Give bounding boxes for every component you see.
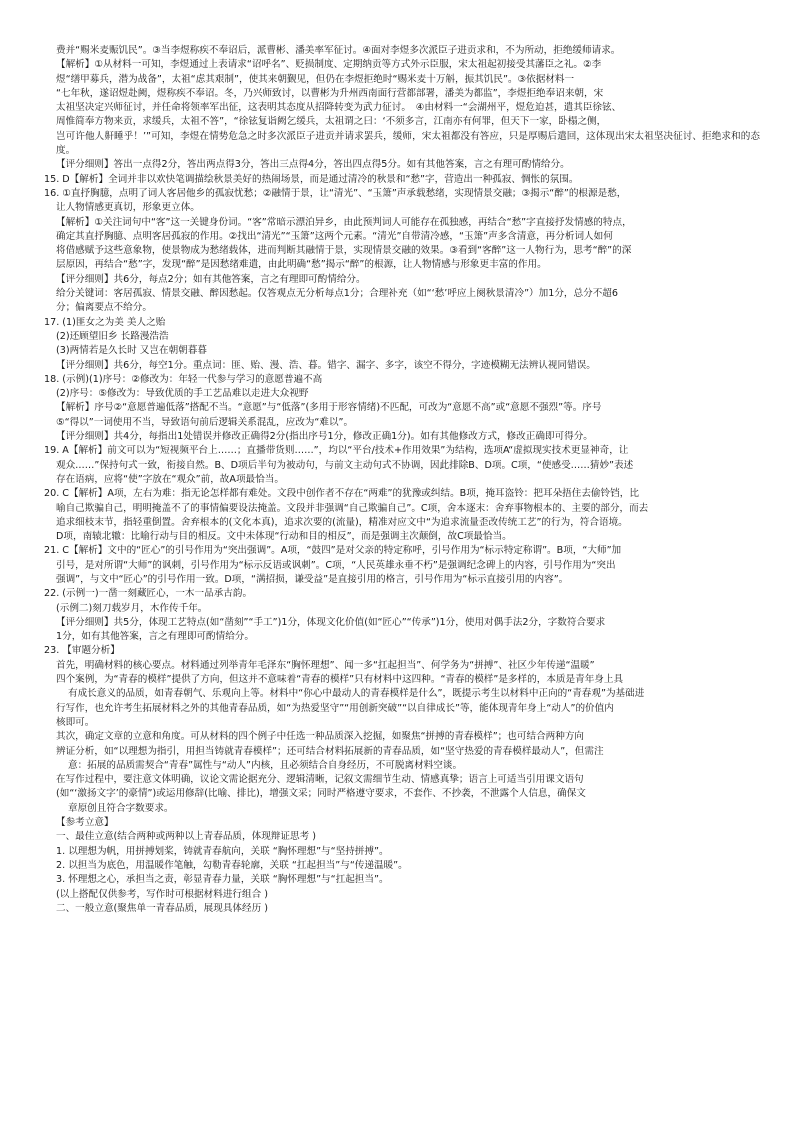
text-line: 引号，是对所谓“大师”的讽刺，引号作用为“标示反语或讽刺”。C项，“人民英雄永垂不朽”是强调纪念碑上的内容，引号作用为“突出 xyxy=(56,559,616,571)
text-line: 二、一般立意(聚焦单一青春品质，展现具体经历 ) xyxy=(56,902,269,914)
text-line: D项，南辕北辙：比喻行动与目的相反。文中未体现“行动和目的相反”，而是强调主次颠倒，故C项最恰当。 xyxy=(56,531,512,543)
text-line: (3)两情若是久长时 又岂在朝朝暮暮 xyxy=(56,345,207,357)
text-line: (以上搭配仅供参考，写作时可根据材料进行组合 ) xyxy=(56,888,269,900)
text-line: 22. (示例一)一凿一刻藏匠心，一木一品承古韵。 xyxy=(44,588,253,600)
text-line: 行写作，也允许考生拓展材料之外的其他青春品质，如“为热爱坚守”“用创新突破”“以自律成长”等，能体现青年身上“动人”的价值内 xyxy=(56,702,614,714)
text-line: 【参考立意】 xyxy=(56,817,114,829)
text-line: (示例二)刻刀载岁月，木作传千年。 xyxy=(56,602,208,614)
text-line: 18. (示例)(1)序号：②修改为：年轻一代参与学习的意愿普遍不高 xyxy=(44,373,323,385)
text-line: 1. 以理想为帆，用拼搏划桨，铸就青春航向，关联 “胸怀理想”与“坚持拼搏”。 xyxy=(56,845,389,857)
text-line: 喻自己欺骗自己，明明掩盖不了的事情偏要设法掩盖。文段并非强调“自己欺骗自己”。C项，舍本逐末：舍弃事物根本的、主要的部分，而去 xyxy=(56,502,649,514)
text-line: 20. C【解析】A项，左右为难：指无论怎样都有难处。文段中创作者不存在“两难”的犹豫或纠结。B项，掩耳盗铃：把耳朵捂住去偷铃铛，比 xyxy=(44,488,639,500)
text-line: 在写作过程中，要注意文体明确，议论文需论据充分、逻辑清晰，记叙文需细节生动、情感真挚；语言上可适当引用课文语句 xyxy=(56,774,584,786)
text-line: 其次，确定文章的立意和角度。可从材料的四个例子中任选一种品质深入挖掘，如聚焦“拼搏的青春模样”；也可结合两种方向 xyxy=(56,731,585,743)
text-line: (2)还顾望旧乡 长路漫浩浩 xyxy=(56,330,169,342)
text-line: 将借感赋予这些意象物，使景物成为愁绪载体，进而判断其融情于景，实现情景交融的效果。③看到“客醉”这一人物行为，思考“醉”的深 xyxy=(56,245,632,257)
text-line: 层原因，再结合“愁”字，发现“醉”是因愁绪难遣，由此明确“愁”揭示“醉”的根源，让人物情感与形象更丰富的作用。 xyxy=(56,259,547,271)
text-line: 辨证分析，如“以理想为指引，用担当铸就青春模样”；还可结合材料拓展新的青春品质，如“坚守热爱的青春模样最动人”，但需注 xyxy=(56,745,604,757)
text-line: 【评分细则】共4分，每指出1处错误并修改正确得2分(指出序号1分，修改正确1分)。如有其他修改方式，修改正确即可得分。 xyxy=(56,431,593,443)
text-line: 3. 怀理想之心，承担当之责，彰显青春力量，关联 “胸怀理想”与“扛起担当”。 xyxy=(56,874,389,886)
text-line: 费并“赐米麦赈饥民”。③当李煜称疾不奉诏后，派曹彬、潘美率军征讨。④面对李煜多次派臣子进贡求和，不为所动，拒绝缓师请求。 xyxy=(56,45,621,56)
text-line: 【评分细则】共6分，每点2分；如有其他答案，言之有理即可酌情给分。 xyxy=(56,273,366,285)
text-line: 核即可。 xyxy=(56,716,95,728)
text-line: 给分关键词：客居孤寂、情景交融、醉因愁起。仅答观点无分析每点1分；合理补充（如“‘愁’呼应上阕秋景清冷”）加1分，总分不超6 xyxy=(56,288,619,300)
text-line: 观众……”保持句式一致，衔接自然。B、D项后半句为被动句，与前文主动句式不协调，因此排除B、D项。C项，“使感受……猜妙”表述 xyxy=(56,459,634,471)
text-line: 23. 【审题分析】 xyxy=(44,645,120,657)
text-line: 追求细枝末节，指轻重倒置。舍弃根本的(文化本真)，追求次要的(流量)，精准对应文中“为追求流量歪改传统工艺”的行为，符合语境。 xyxy=(56,516,628,528)
text-line: 【解析】序号②“意愿普遍低落”搭配不当。“意愿”与“低落”(多用于形容情绪)不匹配，可改为“意愿不高”或“意愿不强烈”等。序号 xyxy=(56,402,602,414)
text-line: 1分，如有其他答案，言之有理即可酌情给分。 xyxy=(56,631,254,643)
text-line: 【解析】①从材料一可知，李煜通过上表请求“诏呼名”、贬损制度、定期纳贡等方式外示臣服，宋太祖起初接受其藩臣之礼。②李 xyxy=(56,59,602,71)
text-line: 16. ①直抒胸臆，点明了词人客居他乡的孤寂忧愁；②融情于景，让“清光”、“玉箫”声承载愁绪，实现情景交融；③揭示“醉”的根源是愁， xyxy=(44,187,627,199)
text-line: 分；偏离要点不给分。 xyxy=(56,302,152,314)
answer-key-page xyxy=(44,44,760,916)
text-line: “七年秋，遂诏煜赴阙，煜称疾不奉诏。冬，乃兴师致讨，以曹彬为升州西南面行营都部署，潘美为都监”，李煜拒绝奉诏来朝，宋 xyxy=(56,87,604,99)
text-line: 17. (1)匪女之为美 美人之贻 xyxy=(44,316,166,328)
text-line: 意：拓展的品质需契合“青春”属性与“动人”内核，且必须结合自身经历，不可脱离材料空谈。 xyxy=(68,759,463,771)
text-line: 存在语病，应将“使”字放在“观众”前，故A项最恰当。 xyxy=(56,473,284,485)
text-line: 让人物情感更真切，形象更立体。 xyxy=(56,202,200,214)
text-line: 煜“缮甲募兵，潜为战备”，太祖“虑其艰制”，使其来朝觐见，但仍在李煜拒绝时“赐米麦十万斛，振其饥民”。③依据材料一 xyxy=(56,73,575,85)
text-line: 【评分细则】共5分，体现工艺特点(如“凿刻”“手工”)1分，体现文化价值(如“匠心”“传承”)1分，使用对偶手法2分，字数符合要求 xyxy=(56,616,606,628)
text-line: 【评分细则】共6分，每空1分。重点词：匪、贻、漫、浩、暮。错字、漏字、多字，该空不得分，字迹模糊无法辨认视同错误。 xyxy=(56,359,596,371)
text-line: (如“‘激扬文字’的豪情”)或运用修辞(比喻、排比)，增强文采；同时严格遵守要求，不套作、不抄袭，不泄露个人信息，确保文 xyxy=(56,788,586,800)
text-line: 2. 以担当为底色，用温暖作笔触，勾勒青春轮廓，关联 “扛起担当”与“传递温暖”。 xyxy=(56,859,408,871)
text-line: 19. A【解析】前文可以为“短视频平台上……；直播带货则……”，均以“平台/技术+作用效果”为结构，选项A“虚拟现实技术更显神奇，让 xyxy=(44,445,629,457)
text-line: 【评分细则】答出一点得2分，答出两点得3分，答出三点得4分，答出四点得5分。如有其他答案，言之有理可酌情给分。 xyxy=(56,159,570,171)
text-line: 周惟简奉方物来贡，求缓兵，太祖不答”，“徐铉复诣阙乞缓兵，太祖谓之曰：‘不须多言，江南亦有何罪，但天下一家，卧榻之侧， xyxy=(56,116,607,128)
text-line: 强调”，与文中“匠心”的引号作用一致。D项，“满招损，谦受益”是直接引用的格言，引号作用为“标示直接引用的内容”。 xyxy=(56,573,569,585)
text-line: (2)序号：⑤修改为：导致优质的手工艺品难以走进大众视野 xyxy=(56,388,309,400)
text-line: 太祖坚决定兴师征讨，并任命将领率军出征，这表明其态度从招降转变为武力征讨。 ④由材料一“会湖州平，煜危迫甚，遣其臣徐铉、 xyxy=(56,102,622,114)
text-line: ⑤“得以”一词使用不当，导致语句前后逻辑关系混乱，应改为“难以”。 xyxy=(56,416,354,428)
text-line: 章原创且符合字数要求。 xyxy=(68,802,174,814)
text-line: 【解析】①关注词句中“客”这一关键身份词。“客”常暗示漂泊异乡，由此预判词人可能存在孤独感，再结合“愁”字直接抒发情感的特点， xyxy=(56,216,632,228)
text-line: 确定其直抒胸臆、点明客居孤寂的作用。②找出“清光”“玉箫”这两个元素。“清光”自带清冷感，“玉箫”声多含清意，再分析词人如何 xyxy=(56,230,613,242)
text-line: 有成长意义的品质，如青春朝气、乐观向上等。材料中“你心中最动人的青春模样是什么”，既提示考生以材料中正向的“青春观”为基础进 xyxy=(68,688,645,700)
text-line: 四个案例，为“青春的模样”提供了方向，但这并不意味着“青春的模样”只有材料中这四种。“青春的模样”是多样的，本质是青年身上具 xyxy=(56,674,624,686)
text-line: 首先，明确材料的核心要点。材料通过列举青年毛泽东“胸怀理想”、闻一多“扛起担当”、何学务为“拼搏”、社区少年传递“温暖” xyxy=(56,659,595,671)
text-line: 岂可许他人鼾睡乎！’”可知，李煜在情势危急之时多次派臣子进贡并请求罢兵，缓师，宋太祖都没有答应，只是厚赐后遣回，这体现出宋太祖坚决征讨、拒绝求和的态度。 xyxy=(56,130,760,157)
text-line: 15. D【解析】全词并非以欢快笔调描绘秋景美好的热闹场景，而是通过清冷的秋景和“愁”字，营造出一种孤寂、惆怅的氛围。 xyxy=(44,173,579,185)
text-line: 21. C【解析】文中的“匠心”的引号作用为“突出强调”。A项，“鼓四”是对父亲的特定称呼，引号作用为“标示特定称谓”。B项，“大师”加 xyxy=(44,545,622,557)
text-line: 一、最佳立意(结合两种或两种以上青春品质，体现辩证思考 ) xyxy=(56,831,316,843)
